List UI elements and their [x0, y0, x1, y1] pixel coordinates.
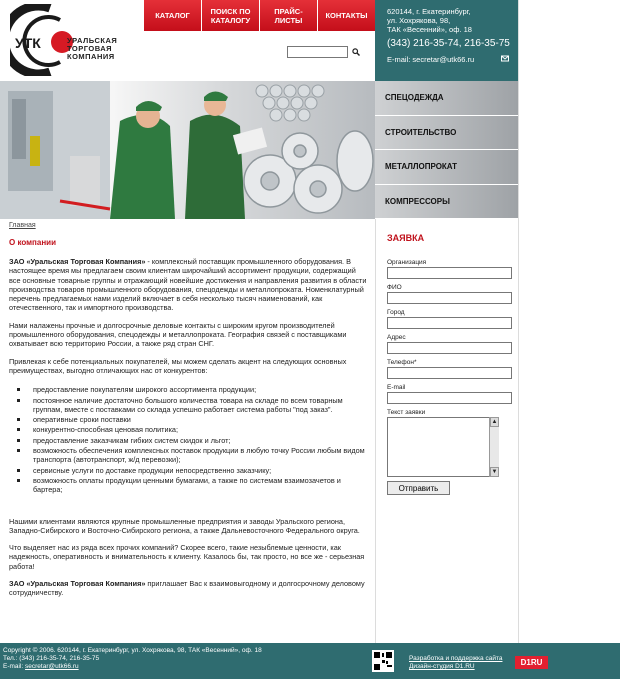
footer-line-1: Copyright © 2006. 620144, г. Екатеринбург, ул. Хохрякова, 98, ТАК «Весенний», оф. 18 [3, 647, 262, 654]
name-label: ФИО [387, 284, 402, 291]
scroll-down-icon[interactable]: ▼ [491, 469, 498, 475]
city-label: Город [387, 309, 405, 316]
developer-credits [409, 655, 502, 671]
category-compressors[interactable]: КОМПРЕССОРЫ [375, 185, 518, 220]
paragraph-3: Привлекая к себе потенциальных покупателей, мы можем сделать акцент на следующих основных преимуществах, выгодно отличающих нас от конкурентов: [9, 356, 347, 375]
footer-line-2: Тел.: (343) 216-35-74, 216-35-75 [3, 655, 100, 662]
qr-code-icon [372, 650, 394, 672]
contact-address-1: 620144, г. Екатеринбург, [387, 7, 471, 16]
company-name: ЗАО «Уральская Торговая Компания» [9, 579, 146, 589]
developer-link[interactable]: Разработка и поддержка сайта [409, 655, 503, 662]
name-field[interactable] [387, 292, 512, 304]
logo-line-3: КОМПАНИЯ [67, 52, 115, 61]
logo-line-2: ТОРГОВАЯ [67, 44, 113, 53]
nav-catalog[interactable]: КАТАЛОГ [143, 0, 201, 31]
list-item: конкурентно-способная ценовая политика; [25, 425, 369, 434]
request-text-wrapper [387, 417, 498, 477]
paragraph-1 [9, 257, 369, 313]
search-box [287, 46, 360, 58]
textarea-scrollbar[interactable] [489, 417, 499, 477]
header [0, 0, 620, 81]
category-workwear[interactable]: СПЕЦОДЕЖДА [375, 81, 518, 116]
address-label: Адрес [387, 334, 406, 341]
svg-text:УТК: УТК [15, 35, 41, 51]
address-field[interactable] [387, 342, 512, 354]
d1-logo[interactable]: D1RU [515, 656, 548, 669]
studio-link[interactable]: Дизайн-студия D1.RU [409, 663, 475, 670]
list-item: оперативные сроки поставки [25, 415, 369, 424]
footer-line-3 [3, 663, 262, 671]
paragraph-6 [9, 579, 369, 598]
right-column-middle [518, 81, 620, 219]
phone-field[interactable] [387, 367, 512, 379]
footer-copyright [3, 647, 262, 671]
logo-text [67, 37, 117, 61]
request-form [375, 219, 518, 643]
paragraph-2: Нами налажены прочные и долгосрочные деловые контакты с широким кругом производителей промышленного оборудования, спецодежды и металлопроката. География связей с поставщиками охватывает всю территорию России, а также ряд стран СНГ. [9, 320, 347, 349]
list-item: предоставление заказчикам гибких систем скидок и льгот; [25, 436, 369, 445]
banner-image [0, 81, 375, 219]
category-construction[interactable]: СТРОИТЕЛЬСТВО [375, 116, 518, 151]
list-item: предоставление покупателям широкого ассортимента продукции; [25, 385, 369, 394]
contact-address-3: ТАК «Весенний», оф. 18 [387, 25, 472, 34]
organization-label: Организация [387, 259, 427, 266]
right-column-main [518, 219, 620, 643]
list-item: постоянное наличие достаточно большого количества товара на складе по всем товарным группам, вместе с поставками со склада успешно работает система работы "под заказ". [25, 396, 369, 415]
breadcrumb[interactable]: Главная [9, 222, 36, 229]
nav-catalog-search[interactable]: ПОИСК ПО КАТАЛОГУ [201, 0, 259, 31]
organization-field[interactable] [387, 267, 512, 279]
right-column-top [518, 0, 620, 81]
list-item: возможность оплаты продукции ценными бумагами, а также по системам взаимозачетов и бартера; [25, 476, 369, 495]
search-icon[interactable] [351, 48, 360, 57]
paragraph-5: Что выделяет нас из ряда всех прочих компаний? Скорее всего, такие незыблемые ценности, как надежность, оперативность и внимательность к клиенту. Казалось бы, так просто, но все же - серьезная работа! [9, 543, 365, 571]
footer [0, 643, 620, 679]
contact-panel [375, 0, 518, 81]
email-field[interactable] [387, 392, 512, 404]
contact-email[interactable]: E-mail: secretar@utk66.ru [387, 55, 475, 64]
city-field[interactable] [387, 317, 512, 329]
category-metal[interactable]: МЕТАЛЛОПРОКАТ [375, 150, 518, 185]
submit-button[interactable]: Отправить [387, 481, 450, 495]
request-text-field[interactable] [387, 417, 498, 477]
company-logo[interactable] [10, 4, 145, 76]
scroll-up-icon[interactable]: ▲ [491, 419, 498, 425]
phone-label: Телефон* [387, 359, 417, 366]
request-text-label: Текст заявки [387, 409, 426, 416]
contact-phones: (343) 216-35-74, 216-35-75 [387, 38, 510, 49]
advantages-list [25, 385, 369, 494]
top-navigation [143, 0, 375, 31]
envelope-icon[interactable] [501, 55, 509, 62]
page-title: О компании [9, 238, 56, 247]
contact-address-2: ул. Хохрякова, 98, [387, 16, 451, 25]
paragraph-4: Нашими клиентами являются крупные промышленные предприятия и заводы Уральского региона, Западно-Сибирского и Восточно-Сибирского региона, а также Дальневосточного Федерального округа. [9, 516, 360, 535]
email-label: E-mail [387, 384, 406, 391]
category-menu [375, 81, 518, 219]
paragraph-6-text: приглашает Вас к взаимовыгодному и долгосрочному деловому сотрудничеству. [9, 579, 365, 598]
paragraph-1-text: - комплексный поставщик промышленного оборудования. В настоящее время мы предлагаем своим клиентам широчайший ассортимент продукции, содержащий все основные товарные группы и отражающий новейшие достижения и направления развития в области производства товаров промышленного оборудования, спецодежды и металлопроката. Номенклатурный перечень предлагаемых нами изделий включает в себя несколько тысяч наименований, как отечественного, так и импортного производства. [9, 257, 367, 313]
footer-email-prefix: E-mail: [3, 663, 26, 670]
nav-contacts[interactable]: КОНТАКТЫ [317, 0, 375, 31]
contact-email-row [387, 55, 518, 64]
about-text [9, 257, 369, 606]
nav-price-lists[interactable]: ПРАЙС-ЛИСТЫ [259, 0, 317, 31]
footer-email-link[interactable]: secretar@utk66.ru [25, 663, 79, 670]
search-input[interactable] [287, 46, 348, 58]
company-name: ЗАО «Уральская Торговая Компания» [9, 257, 146, 266]
logo-line-1: УРАЛЬСКАЯ [67, 36, 118, 45]
list-item: сервисные услуги по доставке продукции непосредственно заказчику; [25, 466, 369, 475]
form-title: ЗАЯВКА [387, 233, 425, 243]
main-content [0, 219, 375, 643]
list-item: возможность обеспечения комплексных поставок продукции в любую точку России любым видом транспорта (автотранспорт, ж/д перевозки); [25, 446, 369, 465]
